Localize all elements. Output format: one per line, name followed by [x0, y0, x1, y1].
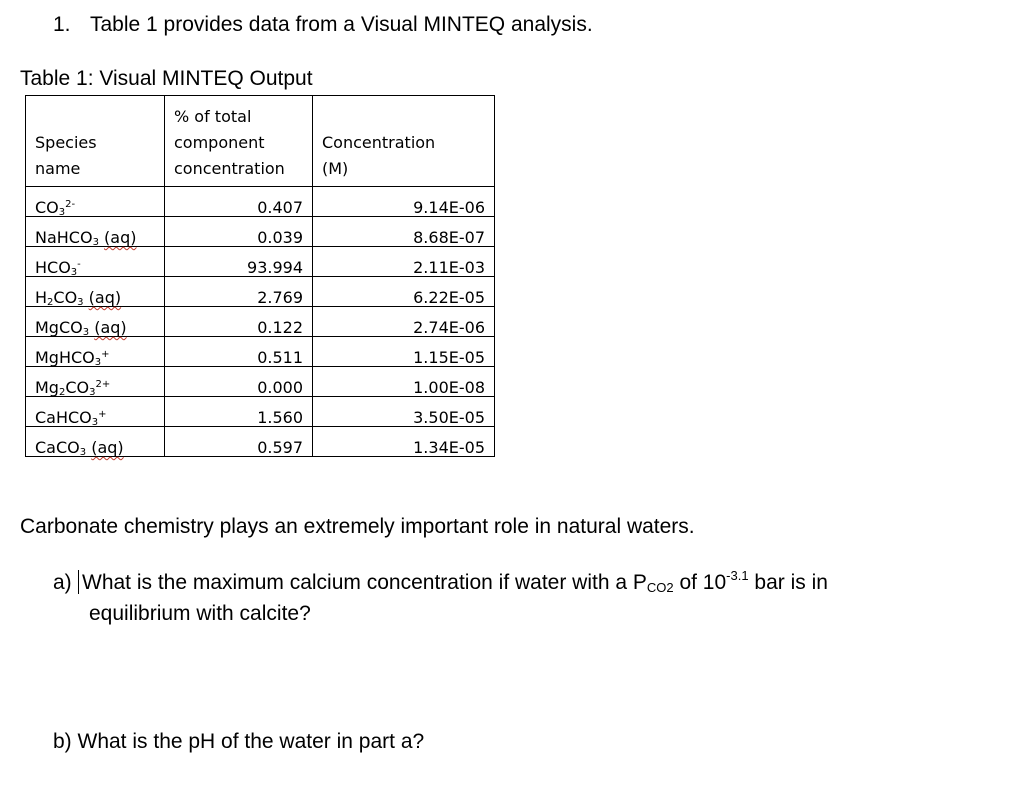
percent-cell: 0.122	[165, 307, 313, 337]
species-sup: +	[101, 349, 110, 360]
species-sub: 3	[82, 327, 90, 338]
part-a-exponent: -3.1	[726, 568, 749, 583]
species-sup: +	[98, 409, 107, 420]
percent-cell: 0.000	[165, 367, 313, 397]
header-species	[26, 96, 165, 187]
header-species-line: name	[35, 159, 81, 178]
percent-cell: 93.994	[165, 247, 313, 277]
species-pre-sub: 2	[47, 297, 54, 308]
header-concentration	[313, 96, 495, 187]
part-a-text-1: What is the maximum calcium concentration if water with a P	[82, 571, 647, 594]
table-row	[26, 337, 495, 367]
text-cursor	[78, 570, 79, 594]
minteq-table	[25, 95, 495, 457]
species-phase: (aq)	[88, 288, 122, 307]
header-percent-line: concentration	[174, 159, 285, 178]
species-sub: 3	[79, 447, 87, 458]
concentration-cell: 1.15E-05	[313, 337, 495, 367]
species-cell	[26, 337, 165, 367]
species-base: CO	[65, 378, 90, 397]
species-pre-sub: 2	[58, 387, 66, 398]
species-base: CO	[35, 198, 59, 217]
table-row	[26, 277, 495, 307]
header-percent-line: % of total	[174, 107, 252, 126]
part-b-question: b) What is the pH of the water in part a?	[53, 730, 425, 753]
species-sub: 3	[70, 267, 78, 278]
table-row	[26, 187, 495, 217]
concentration-cell: 9.14E-06	[313, 187, 495, 217]
species-cell	[26, 397, 165, 427]
part-a-label: a)	[53, 571, 72, 594]
species-sub: 3	[91, 417, 99, 428]
percent-cell: 0.407	[165, 187, 313, 217]
part-a-p-sub: CO2	[646, 580, 674, 595]
species-base: CaHCO	[35, 408, 92, 427]
question-text: Table 1 provides data from a Visual MINTEQ analysis.	[90, 13, 593, 36]
species-base: NaHCO	[35, 228, 93, 247]
concentration-cell: 6.22E-05	[313, 277, 495, 307]
table-row	[26, 367, 495, 397]
species-sup: 2+	[95, 379, 111, 390]
species-cell	[26, 277, 165, 307]
percent-cell: 1.560	[165, 397, 313, 427]
table-row	[26, 397, 495, 427]
percent-cell: 0.039	[165, 217, 313, 247]
percent-cell: 2.769	[165, 277, 313, 307]
species-cell	[26, 187, 165, 217]
table-caption: Table 1: Visual MINTEQ Output	[20, 67, 313, 90]
table-row	[26, 217, 495, 247]
intro-paragraph: Carbonate chemistry plays an extremely important role in natural waters.	[20, 515, 695, 538]
table-row	[26, 247, 495, 277]
table-row	[26, 307, 495, 337]
part-a-text-2: of 10	[673, 571, 727, 594]
question-number: 1.	[53, 13, 71, 36]
header-percent-line: component	[174, 133, 265, 152]
species-base: HCO	[35, 258, 71, 277]
header-species-line: Species	[35, 133, 97, 152]
species-phase: (aq)	[91, 438, 124, 457]
concentration-cell: 1.00E-08	[313, 367, 495, 397]
species-base: MgCO	[35, 318, 83, 337]
species-cell	[26, 217, 165, 247]
species-pre: Mg	[35, 378, 59, 397]
percent-cell: 0.597	[165, 427, 313, 457]
part-a-text-3: bar is in	[748, 571, 828, 594]
concentration-cell: 2.74E-06	[313, 307, 495, 337]
header-concentration-line: (M)	[322, 159, 349, 178]
species-phase: (aq)	[94, 318, 127, 337]
species-sup: 2-	[65, 199, 76, 210]
part-a-question	[53, 567, 983, 629]
species-phase: (aq)	[104, 228, 137, 247]
header-concentration-line: Concentration	[322, 133, 436, 152]
species-cell	[26, 307, 165, 337]
concentration-cell: 1.34E-05	[313, 427, 495, 457]
species-sub: 3	[77, 297, 84, 308]
species-base: CO	[53, 288, 78, 307]
part-a-text-4: equilibrium with calcite?	[89, 602, 311, 625]
species-cell	[26, 367, 165, 397]
concentration-cell: 2.11E-03	[313, 247, 495, 277]
table-header-row	[26, 96, 495, 187]
species-pre: H	[35, 288, 48, 307]
species-sub: 3	[94, 357, 102, 368]
species-base: MgHCO	[35, 348, 95, 367]
concentration-cell: 8.68E-07	[313, 217, 495, 247]
species-sup: -	[77, 259, 81, 270]
table-row	[26, 427, 495, 457]
species-sub: 3	[89, 387, 96, 398]
percent-cell: 0.511	[165, 337, 313, 367]
species-cell	[26, 247, 165, 277]
header-percent	[165, 96, 313, 187]
concentration-cell: 3.50E-05	[313, 397, 495, 427]
species-sub: 3	[58, 207, 66, 218]
species-sub: 3	[92, 237, 99, 248]
species-cell	[26, 427, 165, 457]
species-base: CaCO	[35, 438, 80, 457]
question-heading	[53, 13, 593, 37]
